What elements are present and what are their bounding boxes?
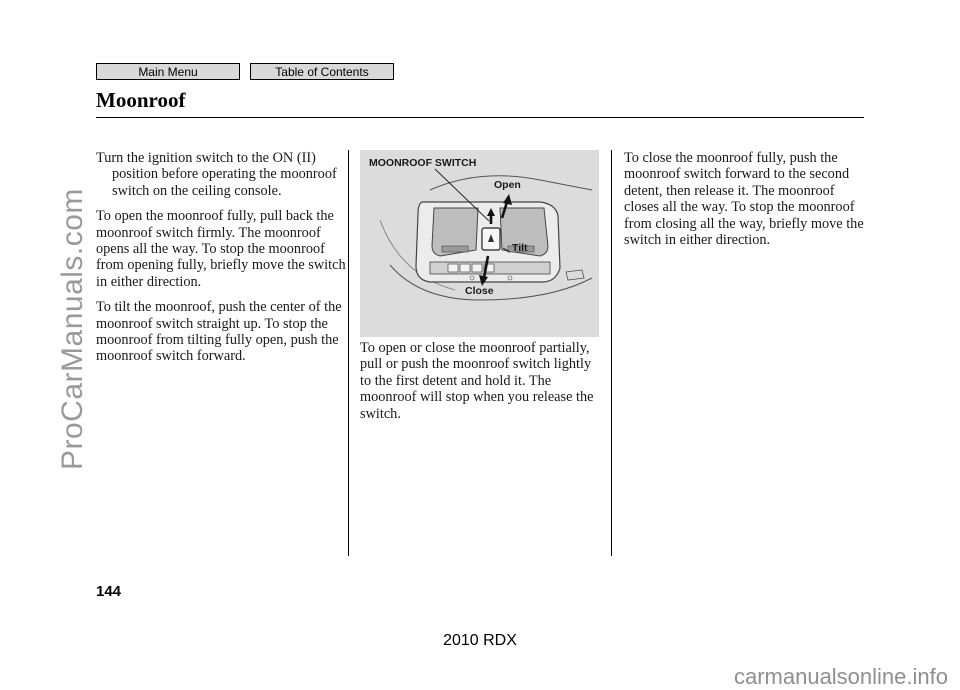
open-fully-paragraph: To open the moonroof fully, pull back the moonroof switch firmly. The moonroof opens all the way. To stop the moonroof from opening fully, briefly move the switch in either direction. [96,208,346,290]
open-label: Open [494,179,521,191]
column-divider-1 [348,150,349,556]
title-rule [96,117,864,118]
close-fully-paragraph: To close the moonroof fully, push the moonroof switch forward to the second detent, then release it. The moonroof closes all the way. To stop the moonroof from closing all the way, briefly move the switch in either direction. [624,150,864,249]
table-of-contents-button[interactable]: Table of Contents [250,63,394,80]
column-2 [360,340,605,431]
page-title: Moonroof [96,88,186,112]
model-footer: 2010 RDX [443,632,517,649]
side-watermark: ProCarManuals.com [56,188,89,470]
ignition-paragraph: Turn the ignition switch to the ON (II) position before operating the moonroof switch on the ceiling console. [96,150,337,199]
close-label: Close [465,285,494,297]
column-1 [96,150,346,374]
page-number: 144 [96,583,122,600]
moonroof-switch-caption: MOONROOF SWITCH [369,157,477,169]
tilt-label: Tilt [512,242,528,254]
tilt-paragraph: To tilt the moonroof, push the center of the moonroof switch straight up. To stop the moonroof from tilting fully open, push the moonroof switch forward. [96,299,342,365]
partial-open-paragraph: To open or close the moonroof partially, pull or push the moonroof switch lightly to the first detent and hold it. The moonroof will stop when you release the switch. [360,340,594,422]
moonroof-switch-illustration [360,150,599,337]
ceiling-console-drawing [360,150,599,337]
column-3 [624,150,864,257]
column-divider-2 [611,150,612,556]
bottom-watermark: carmanualsonline.info [733,664,948,689]
main-menu-button[interactable]: Main Menu [96,63,240,80]
